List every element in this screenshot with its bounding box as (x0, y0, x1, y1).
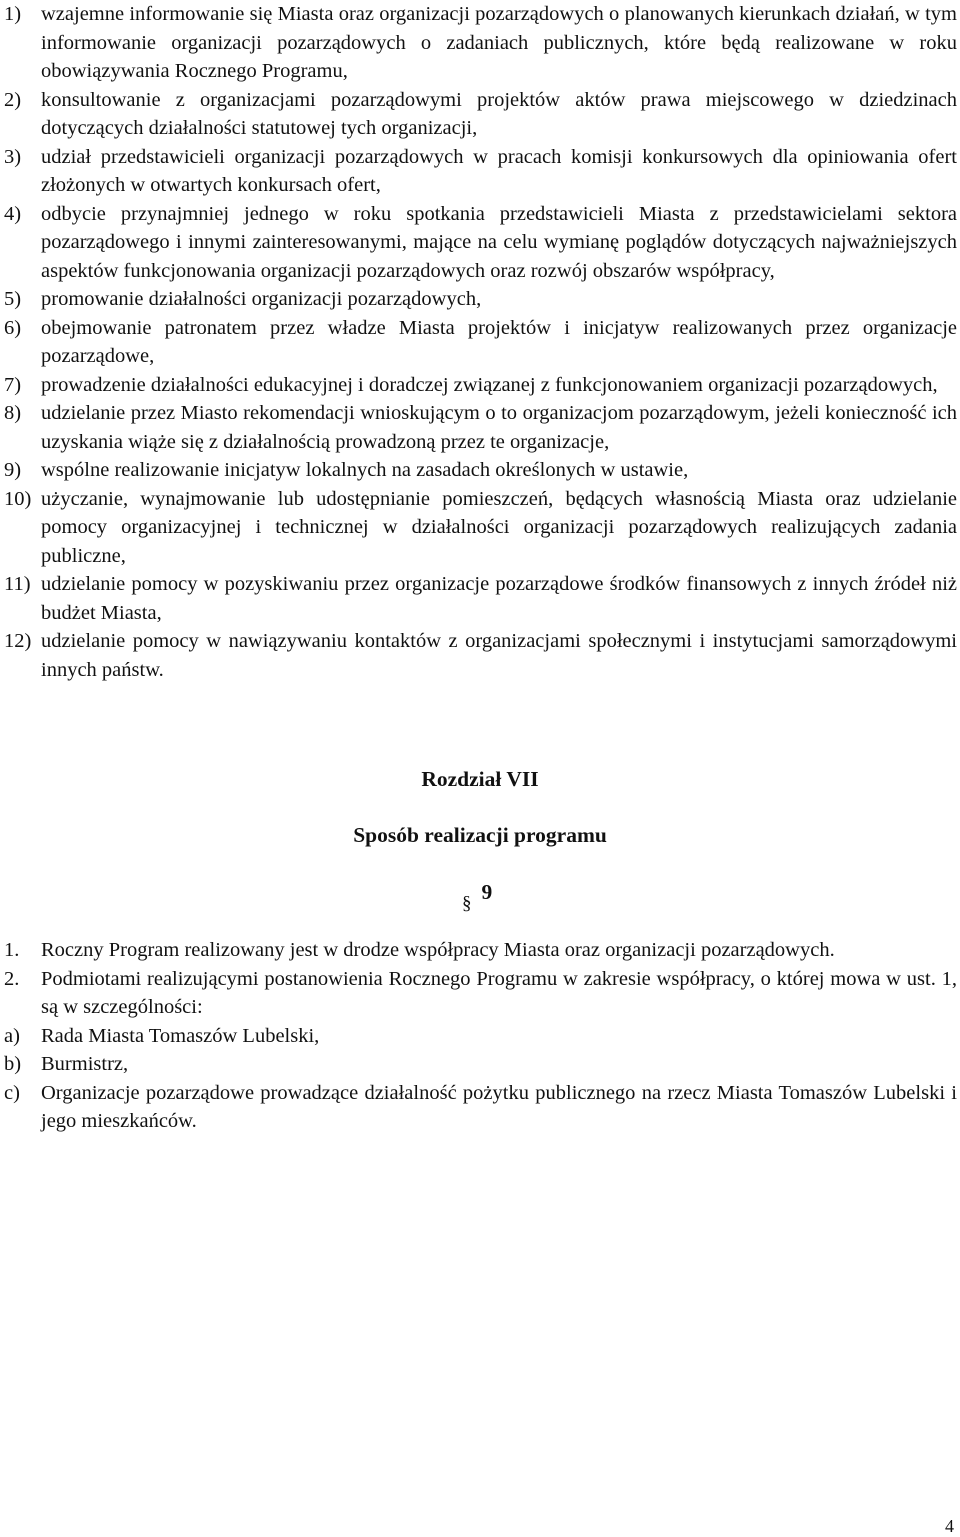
list-item (4, 456, 957, 485)
list-item-text: promowanie działalności organizacji pozarządowych, (41, 288, 482, 310)
list-item (4, 200, 957, 286)
list-item-number: 10) (4, 487, 32, 510)
list-item-number: 4) (4, 202, 22, 225)
paragraph-text: Rada Miasta Tomaszów Lubelski, (41, 1024, 320, 1047)
list-item-text: udzielanie przez Miasto rekomendacji wnioskującym o to organizacjom pozarządowym, jeżeli konieczność ich uzyskania wiąże się z działalnością prowadzoną przez te organizacje, (41, 402, 957, 453)
list-item-number: 12) (4, 630, 32, 652)
list-item-number: 1) (4, 3, 22, 25)
chapter-title: Rozdział VII (421, 767, 539, 791)
paragraph-item (4, 1050, 957, 1079)
paragraph-number: 1. (4, 939, 20, 961)
paragraph-item (4, 1022, 957, 1051)
list-item-text: prowadzenie działalności edukacyjnej i doradczej związanej z funkcjonowaniem organizacji pozarządowych, (41, 373, 938, 396)
section-paragraphs (4, 936, 957, 1136)
list-item-number: 8) (4, 402, 22, 424)
cooperation-forms-list (4, 0, 957, 684)
list-item (4, 314, 957, 371)
list-item-text: udział przedstawicieli organizacji pozarządowych w pracach komisji konkursowych dla opiniowania ofert złożonych w otwartych konkursach ofert, (41, 145, 957, 196)
paragraph-text: Roczny Program realizowany jest w drodze współpracy Miasta oraz organizacji pozarządowych. (41, 939, 835, 961)
paragraph-item (4, 965, 957, 1022)
paragraph-text: Burmistrz, (41, 1053, 129, 1075)
list-item (4, 485, 957, 571)
list-item-text: wspólne realizowanie inicjatyw lokalnych na zasadach określonych w ustawie, (41, 459, 689, 481)
list-item (4, 0, 957, 86)
list-item-number: 5) (4, 288, 22, 310)
list-item-text: udzielanie pomocy w nawiązywaniu kontaktów z organizacjami społecznymi i instytucjami samorządowymi innych państw. (41, 630, 957, 681)
list-item (4, 285, 957, 314)
list-item (4, 86, 957, 143)
section-symbol: § (462, 893, 472, 914)
chapter-subtitle: Sposób realizacji programu (353, 823, 607, 847)
list-item (4, 570, 957, 627)
list-item-number: 2) (4, 88, 22, 111)
list-item-text: udzielanie pomocy w pozyskiwaniu przez organizacje pozarządowe środków finansowych z innych źródeł niż budżet Miasta, (41, 573, 957, 624)
list-item (4, 143, 957, 200)
section-heading (462, 878, 493, 914)
list-item-number: 7) (4, 373, 22, 396)
paragraph-number: a) (4, 1024, 20, 1047)
section-number: 9 (481, 880, 493, 904)
list-item-text: odbycie przynajmniej jednego w roku spotkania przedstawicieli Miasta z przedstawicielami sektora pozarządowego i innymi zainteresowanymi, mające na celu wymianę poglądów dotyczących najważniejszych aspektów funkcjonowania organizacji pozarządowych oraz rozwój obszarów współpracy, (41, 202, 957, 282)
paragraph-text: Organizacje pozarządowe prowadzące działalność pożytku publicznego na rzecz Miasta Tomaszów Lubelski i jego mieszkańców. (41, 1081, 957, 1132)
paragraph-item (4, 936, 957, 965)
list-item-number: 6) (4, 316, 22, 339)
list-item-number: 11) (4, 573, 31, 595)
paragraph-item (4, 1079, 957, 1136)
list-item-number: 3) (4, 145, 22, 168)
list-item-text: obejmowanie patronatem przez władze Miasta projektów i inicjatyw realizowanych przez organizacje pozarządowe, (41, 316, 957, 367)
paragraph-text: Podmiotami realizującymi postanowienia Rocznego Programu w zakresie współpracy, o której mowa w ust. 1, są w szczególności: (41, 967, 957, 1018)
page-number: 4 (945, 1516, 954, 1536)
list-item-number: 9) (4, 459, 22, 481)
paragraph-number: 2. (4, 967, 20, 990)
paragraph-number: b) (4, 1053, 22, 1075)
paragraph-number: c) (4, 1081, 20, 1104)
list-item-text: konsultowanie z organizacjami pozarządowymi projektów aktów prawa miejscowego w dziedzinach dotyczących działalności statutowej tych organizacji, (41, 88, 957, 139)
list-item (4, 399, 957, 456)
list-item-text: użyczanie, wynajmowanie lub udostępnianie pomieszczeń, będących własnością Miasta oraz udzielanie pomocy organizacyjnej i technicznej w działalności organizacji pozarządowych realizujących zadania publiczne, (41, 487, 957, 567)
list-item-text: wzajemne informowanie się Miasta oraz organizacji pozarządowych o planowanych kierunkach działań, w tym informowanie organizacji pozarządowych o zadaniach publicznych, które będą realizowane w roku obowiązywania Rocznego Programu, (41, 3, 957, 82)
list-item (4, 371, 957, 400)
list-item (4, 627, 957, 684)
